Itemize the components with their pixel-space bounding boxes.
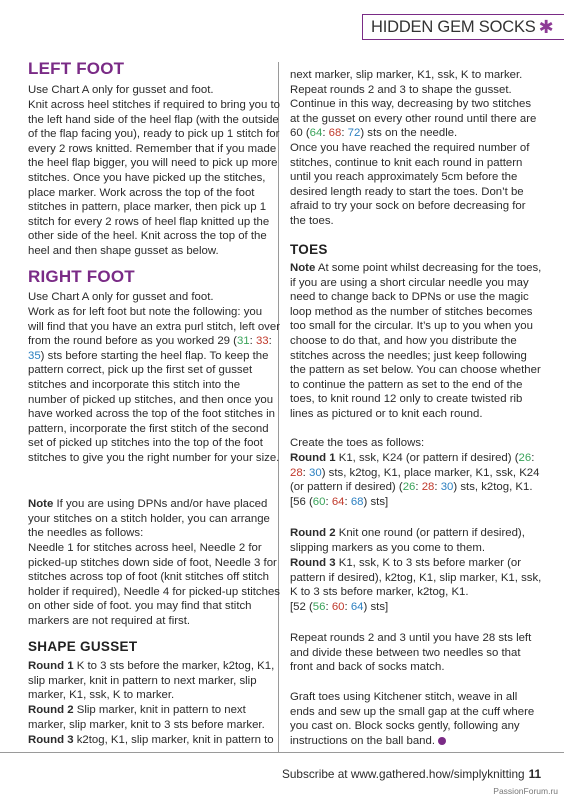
gusset-round-3 bbox=[28, 733, 280, 748]
section-title-toes: TOES bbox=[290, 242, 328, 257]
repeat-rounds: Repeat rounds 2 and 3 until you have 28 sts left and divide these between two needles so that front and back of socks match. bbox=[290, 632, 532, 674]
text-run: K1, ssk, K24 (or pattern if desired) ( bbox=[335, 452, 519, 464]
size-number: 33 bbox=[255, 335, 269, 348]
text-run: If you are using DPNs and/or have placed your stitches on a stitch holder, you can arrange the needles as follows: bbox=[28, 498, 270, 540]
gusset-continued: next marker, slip marker, K1, ssk, K to marker. Repeat rounds 2 and 3 to shape the gusset. Continue in this way, decreasing by two stitches at the gusset on every other round until there are 60 (64: 68: 72) sts on the needle. bbox=[290, 69, 537, 140]
size-number: 64 bbox=[350, 600, 364, 613]
size-number: 72 bbox=[347, 127, 361, 140]
size-number: 56 bbox=[312, 600, 326, 613]
size-number: 64 bbox=[309, 127, 323, 140]
footer-rule bbox=[0, 752, 564, 753]
yarn-ball-icon bbox=[438, 737, 446, 745]
text-run: At some point whilst decreasing for the toes, if you are using a short circular needle you may need to change back to DPNs or use the magic loop method as the number of stitches becomes too small for the circular. It’s up to you when you choose to do that, and how you distribute the stitches across the needles; just keep following the pattern as set below. You can choose whether to continue the pattern as set to the end of the toes, to knit round 12 only to create twisted rib lines as pictured or to knit each round. bbox=[290, 262, 542, 420]
text-run: [56 ( bbox=[290, 495, 313, 508]
text-run: ) sts on the needle. bbox=[360, 127, 458, 140]
text-run: k2tog, K1, slip marker, knit in pattern to bbox=[73, 734, 274, 746]
text-run: Work as for left foot but note the following: you will find that you have an extra purl stitch, left over from the round before as you worked 29 ( bbox=[28, 306, 280, 348]
size-number: 28 bbox=[290, 466, 303, 479]
note-label: Note bbox=[28, 498, 54, 510]
size-number: 68 bbox=[350, 495, 364, 508]
round-label: Round 1 bbox=[28, 660, 74, 672]
create-toes-intro: Create the toes as follows: bbox=[290, 437, 425, 449]
text-run: K to 3 sts before the marker, k2tog, K1, slip marker, knit in pattern to next marker, slip marker, K1, ssk, K to marker. bbox=[28, 660, 275, 702]
page-footer bbox=[282, 767, 541, 781]
page-header-box bbox=[362, 14, 564, 40]
page-number: 11 bbox=[528, 767, 542, 781]
dpn-note bbox=[28, 497, 280, 541]
text-run: Knit one round (or pattern if desired), slipping markers as you come to them. bbox=[290, 527, 525, 554]
size-number: 60 bbox=[312, 495, 326, 508]
toes-round-3: Round 3 K1, ssk, K to 3 sts before marker (or pattern if desired), k2tog, K1, slip marker, K1, ssk, K to 3 sts before marker, k2tog, K1. [52 (56: 60: 64) sts] bbox=[290, 557, 542, 613]
note-label: Note bbox=[290, 262, 316, 274]
text-run: ) sts, k2tog, K1. bbox=[453, 481, 533, 494]
text-run: ) sts] bbox=[363, 495, 389, 508]
round-label: Round 2 bbox=[28, 704, 74, 716]
section-title-shape-gusset: SHAPE GUSSET bbox=[28, 639, 138, 654]
size-number: 35 bbox=[28, 349, 41, 362]
text-run: next marker, slip marker, K1, ssk, K to marker. Repeat rounds 2 and 3 to shape the gusset. Continue in this way, decreasing by two stitches at the gusset on every other round until there are 60 ( bbox=[290, 69, 537, 140]
foot-length-instructions: Once you have reached the required number of stitches, continue to knit each round in pattern until you reach approximately 5cm before the desired length ready to start the toes. Don’t be afraid to try your sock on before decreasing for the toes. bbox=[290, 142, 530, 227]
subscribe-link[interactable]: Subscribe at www.gathered.how/simplyknitting bbox=[282, 767, 525, 781]
left-foot-instructions: Knit across heel stitches if required to bring you to the left hand side of the heel flap (with the outside of the flap facing you), ready to pick up 1 stitch for every 2 rows knitted. Remember that if you made the heel flap bigger, you will need to pick up more stitches. Once you have picked up the stitches, place marker. Work across the top of the foot stitches in pattern, place marker, then pick up 1 stitch for every 2 rows of heel flap knitted up the other side of the heel. Knit across the top of the heel and then shape gusset as below. bbox=[28, 99, 280, 257]
right-foot-chart-note: Use Chart A only for gusset and foot. bbox=[28, 291, 214, 303]
text-run: [52 ( bbox=[290, 600, 313, 613]
watermark: PassionForum.ru bbox=[493, 786, 558, 796]
flower-star-icon: ✱ bbox=[538, 17, 554, 37]
section-title-right-foot: RIGHT FOOT bbox=[28, 267, 135, 286]
size-number: 64 bbox=[331, 495, 345, 508]
toes-round-1: Round 1 K1, ssk, K24 (or pattern if desired) (26: 28: 30) sts, k2tog, K1, place marker, K1, ssk, K24 (or pattern if desired) (26: 28: 30) sts, k2tog, K1. [56 (60: 64: 68) sts] bbox=[290, 452, 540, 508]
size-number: 28 bbox=[421, 481, 435, 494]
round-label: Round 3 bbox=[28, 734, 74, 746]
text-run: ) sts before starting the heel flap. To keep the pattern correct, pick up the first set of gusset stitches and incorporate this stitch into the number of picked up stitches, and then once you have worked across the top of the foot stitches in pattern, incorporate the first stitch of the second set of picked up stitches into the top of the foot stitches to give you the right number for your size. bbox=[28, 349, 280, 464]
finishing-instructions bbox=[290, 690, 542, 748]
gusset-round-1 bbox=[28, 659, 280, 703]
running-header-title: HIDDEN GEM SOCKS bbox=[371, 17, 536, 36]
text-run: Slip marker, knit in pattern to next marker, slip marker, knit to 3 sts before marker. bbox=[28, 704, 265, 731]
text-run: K1, ssk, K to 3 sts before marker (or pattern if desired), k2tog, K1, slip marker, K1, ssk, K to 3 sts before marker, k2tog, K1. bbox=[290, 557, 542, 599]
text-run: ) sts] bbox=[363, 600, 389, 613]
size-number: 26 bbox=[402, 481, 416, 494]
size-number: 26 bbox=[518, 452, 532, 464]
toes-note bbox=[290, 261, 542, 422]
round-label: Round 2 bbox=[290, 527, 336, 539]
toes-round-2 bbox=[290, 526, 542, 555]
text-run: Graft toes using Kitchener stitch, weave in all ends and sew up the small gap at the cuff where you cast on. Block socks gently, following any instructions on the ball band. bbox=[290, 691, 535, 747]
right-foot-instructions: Work as for left foot but note the following: you will find that you have an extra purl stitch, left over from the round before as you worked 29 (31: 33: 35) sts before starting the heel flap. To keep the pattern correct, pick up the first set of gusset stitches and incorporate this stitch into the number of picked up stitches, and then once you have worked across the top of the foot stitches in pattern, incorporate the first stitch of the second set of picked up stitches into the top of the foot stitches to give you the right number for your size. bbox=[28, 306, 280, 464]
size-number: 68 bbox=[328, 127, 342, 140]
size-number: 30 bbox=[309, 466, 322, 479]
left-foot-chart-note: Use Chart A only for gusset and foot. bbox=[28, 84, 214, 96]
size-number: 60 bbox=[331, 600, 345, 613]
size-number: 31 bbox=[236, 335, 250, 348]
needle-arrangement: Needle 1 for stitches across heel, Needle 2 for picked-up stitches down side of foot, Needle 3 for stitches across top of foot (knit stitches off stitch holder if required), Needle 4 for picked-up stitches on other side of foot. you may find that stitch markers are not required at first. bbox=[28, 542, 280, 627]
round-label: Round 3 bbox=[290, 557, 336, 569]
section-title-left-foot: LEFT FOOT bbox=[28, 59, 125, 78]
round-label: Round 1 bbox=[290, 452, 336, 464]
size-number: 30 bbox=[440, 481, 454, 494]
gusset-round-2 bbox=[28, 703, 280, 732]
text-run: ) sts, k2tog, K1, place marker, K1, ssk, K24 (or pattern if desired) ( bbox=[290, 466, 540, 494]
